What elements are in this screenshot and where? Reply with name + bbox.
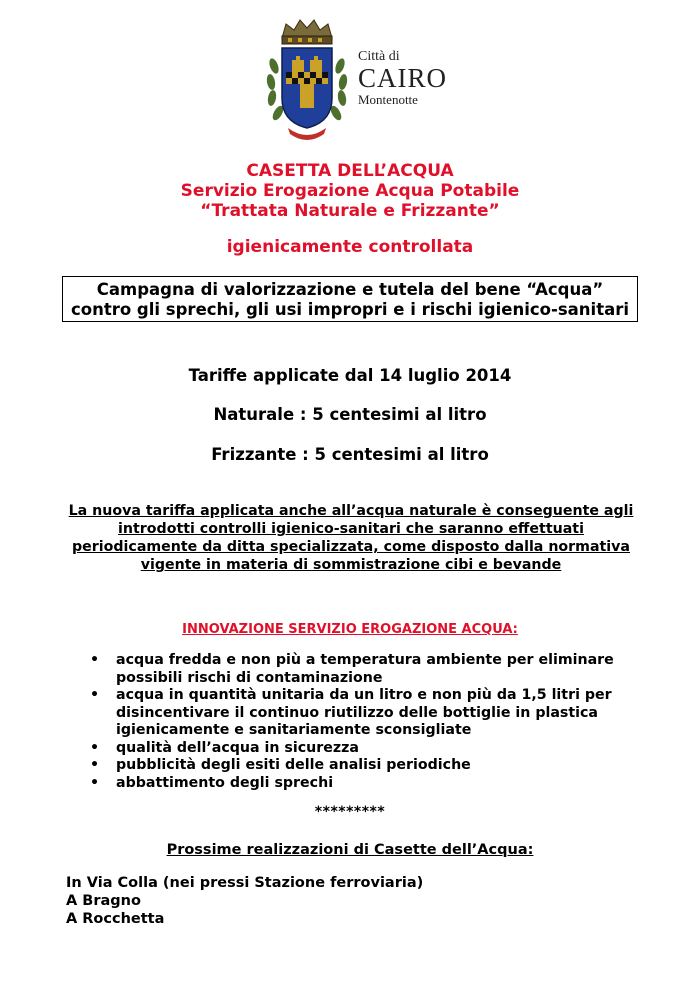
notice-line: periodicamente da ditta specializzata, come disposto dalla normativa — [72, 539, 630, 555]
future-heading: Prossime realizzazioni di Casette dell’Acqua: — [166, 842, 534, 858]
title-types: “Trattata Naturale e Frizzante” — [200, 201, 500, 221]
list-item-line: qualità dell’acqua in sicurezza — [116, 739, 359, 756]
notice-paragraph — [66, 502, 636, 574]
list-item — [84, 757, 644, 775]
city-suffix: Montenotte — [358, 92, 418, 107]
notice-line: La nuova tariffa applicata anche all’acqua naturale è conseguente agli — [68, 503, 634, 519]
campaign-box — [62, 276, 638, 322]
bullet-icon: • — [90, 652, 100, 668]
notice-line: vigente in materia di sommistrazione cibi e bevande — [140, 557, 562, 573]
innovation-heading: INNOVAZIONE SERVIZIO EROGAZIONE ACQUA: — [182, 622, 518, 637]
list-item-line: pubblicità degli esiti delle analisi periodiche — [116, 757, 471, 773]
list-item-line: disincentivare il continuo riutilizzo delle bottiglie in plastica — [116, 704, 598, 721]
city-name-block — [358, 50, 447, 106]
list-item-line: abbattimento degli sprechi — [116, 774, 334, 791]
title-service: Servizio Erogazione Acqua Potabile — [180, 181, 520, 201]
notice-line: introdotti controlli igienico-sanitari che saranno effettuati — [118, 521, 584, 537]
list-item — [84, 740, 644, 758]
tariff-frizzante: Frizzante : 5 centesimi al litro — [211, 445, 489, 464]
list-item-line: acqua fredda e non più a temperatura ambiente per eliminare — [116, 652, 614, 668]
campaign-line-2: contro gli sprechi, gli usi impropri e i rischi igienico-sanitari — [70, 300, 630, 319]
list-item-line: possibili rischi di contaminazione — [116, 669, 383, 686]
innovation-list — [84, 652, 644, 792]
title-controlled: igienicamente controllata — [226, 237, 474, 257]
bullet-icon: • — [90, 739, 100, 756]
list-item — [84, 775, 644, 793]
city-name: CAIRO — [358, 63, 448, 93]
crown-icon — [282, 20, 332, 44]
future-places — [66, 874, 423, 928]
bullet-icon: • — [90, 774, 100, 791]
tariff-naturale: Naturale : 5 centesimi al litro — [213, 405, 487, 424]
campaign-line-1: Campagna di valorizzazione e tutela del bene “Acqua” — [96, 280, 604, 299]
city-logo — [262, 16, 462, 146]
title-casetta: CASETTA DELL’ACQUA — [246, 161, 454, 181]
coat-of-arms-icon — [262, 16, 352, 146]
list-item-line: acqua in quantità unitaria da un litro e non più da 1,5 litri per — [116, 687, 612, 703]
city-prefix: Città di — [358, 49, 400, 64]
list-item — [84, 652, 644, 687]
tariff-heading: Tariffe applicate dal 14 luglio 2014 — [188, 366, 512, 385]
list-item-line: igienicamente e sanitariamente sconsigliate — [116, 722, 472, 738]
shield-icon — [282, 48, 332, 128]
place-item: A Bragno — [66, 893, 141, 909]
place-item: A Rocchetta — [66, 911, 165, 927]
list-item — [84, 687, 644, 740]
bullet-icon: • — [90, 757, 100, 773]
separator: ********* — [314, 804, 386, 820]
bullet-icon: • — [90, 687, 100, 703]
place-item: In Via Colla (nei pressi Stazione ferroviaria) — [66, 875, 424, 891]
